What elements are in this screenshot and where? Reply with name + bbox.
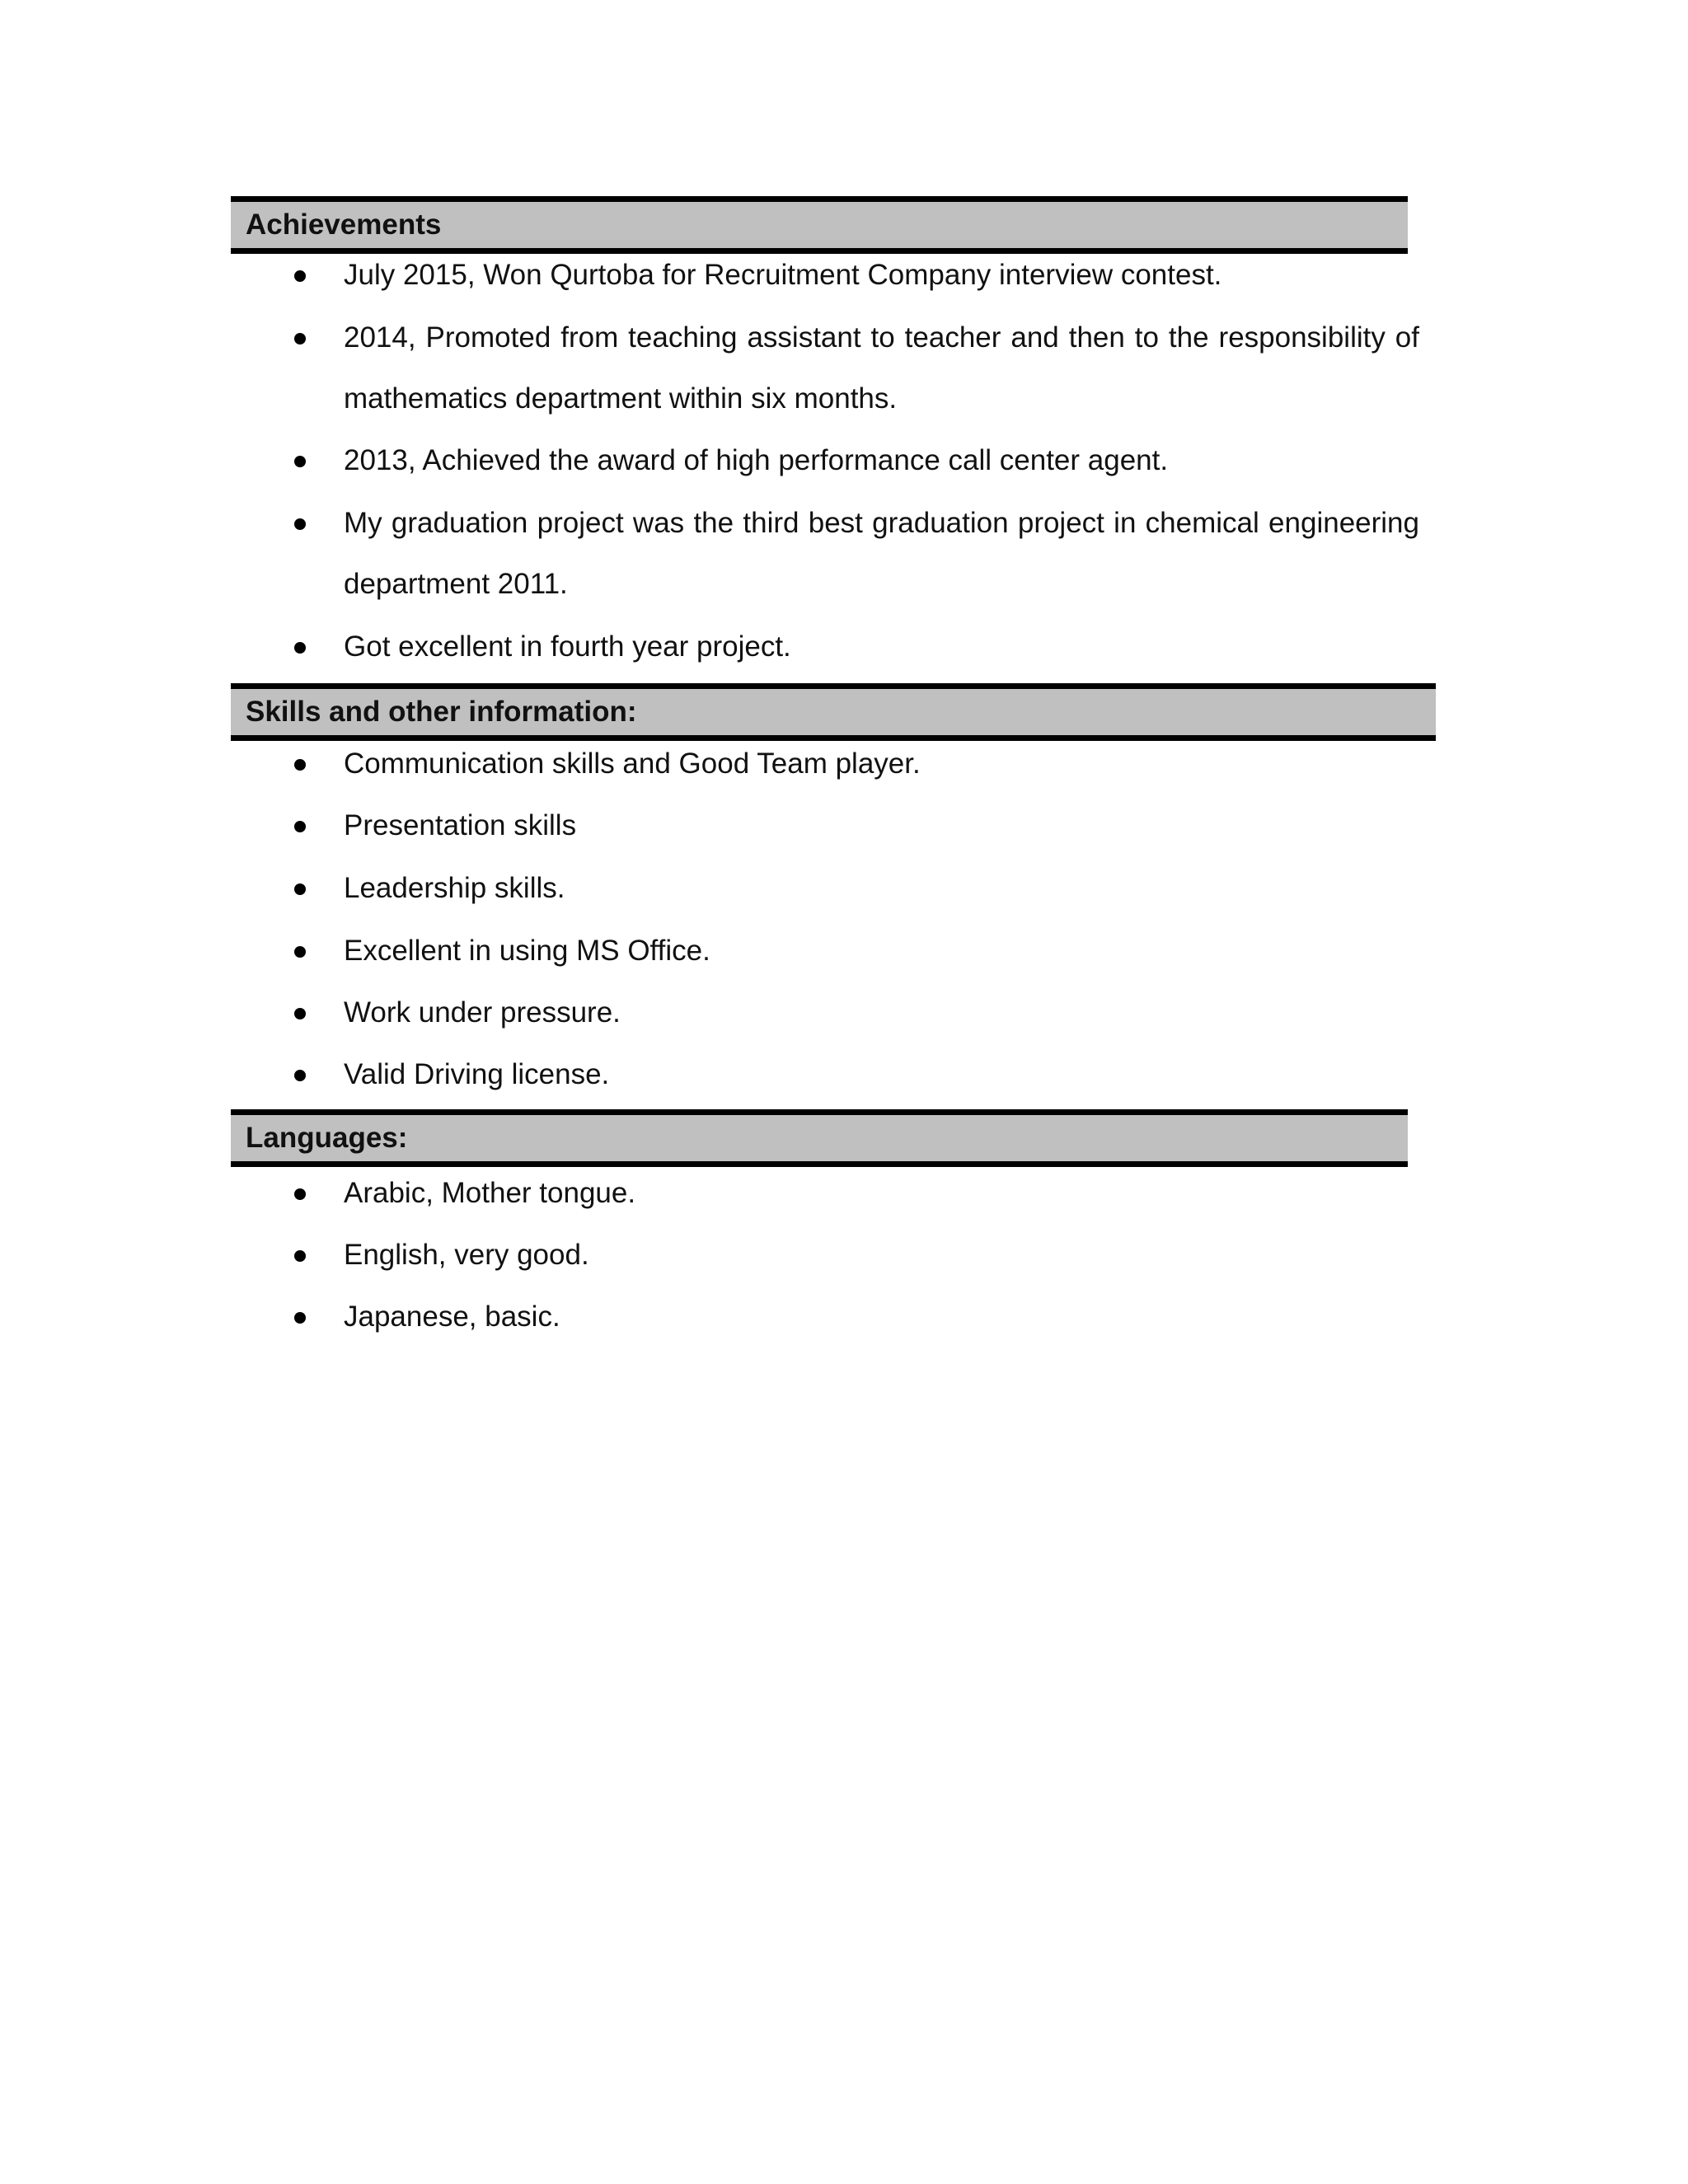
bullet-icon [294,456,306,467]
languages-header [231,1109,1408,1167]
skill-item-5: Work under pressure. [344,996,621,1029]
achievement-item-5: Got excellent in fourth year project. [344,630,791,663]
achievement-item-4: My graduation project was the third best graduation project in chemical engineering department 2011. [344,507,1419,600]
bullet-icon [294,1070,306,1081]
bullet-icon [294,1250,306,1262]
bullet-icon [294,333,306,344]
bullet-icon [294,946,306,958]
languages-title: Languages: [246,1122,408,1154]
language-item-1: Arabic, Mother tongue. [344,1177,636,1209]
bullet-icon [294,821,306,832]
bullet-icon [294,518,306,530]
language-item-3: Japanese, basic. [344,1301,560,1333]
achievement-item-3: 2013, Achieved the award of high performance call center agent. [344,444,1169,476]
bullet-icon [294,1188,306,1200]
skills-header [231,683,1436,741]
bullet-icon [294,883,306,895]
skills-title: Skills and other information: [246,696,637,728]
achievements-title: Achievements [246,209,442,241]
achievement-item-1: July 2015, Won Qurtoba for Recruitment Company interview contest. [344,259,1222,291]
skill-item-3: Leadership skills. [344,872,565,904]
skill-item-1: Communication skills and Good Team player. [344,748,921,780]
skill-item-2: Presentation skills [344,809,577,841]
bullet-icon [294,1312,306,1324]
skill-item-6: Valid Driving license. [344,1058,610,1090]
bullet-icon [294,759,306,771]
skill-item-4: Excellent in using MS Office. [344,935,710,967]
language-item-2: English, very good. [344,1239,589,1271]
achievement-item-2: 2014, Promoted from teaching assistant to teacher and then to the responsibility of mathematics department within six months. [344,321,1419,415]
bullet-icon [294,1008,306,1019]
bullet-icon [294,270,306,282]
bullet-icon [294,642,306,654]
